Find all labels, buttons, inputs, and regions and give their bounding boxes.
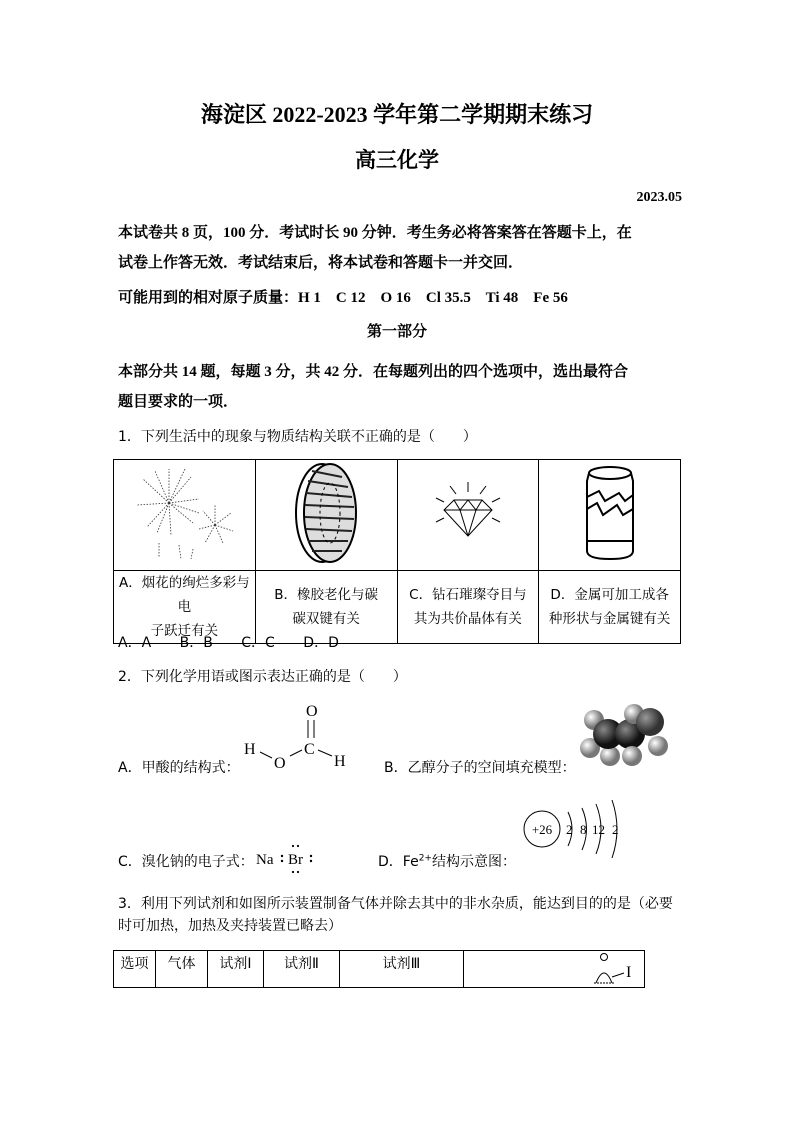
- soda-can-icon: [575, 461, 645, 565]
- question-1-options: [118, 632, 361, 652]
- q2-option-a-text: A．甲酸的结构式：: [118, 760, 240, 776]
- option-c[interactable]: C．C: [241, 635, 275, 651]
- caption-line: 碳双键有关: [292, 611, 360, 627]
- apparatus-cell: [464, 951, 645, 988]
- caption-line: A．烟花的绚烂多彩与电: [119, 575, 250, 615]
- diamond-cell: [397, 460, 539, 571]
- q2-option-b-text: B．乙醇分子的空间填充模型：: [384, 760, 576, 776]
- intro-line-1: 本试卷共 8 页，100 分．考试时长 90 分钟．考生务必将答案答在答题卡上，在: [118, 225, 632, 241]
- formula-atom-c: C: [304, 741, 315, 758]
- fe-ion-structure-diagram: [520, 794, 640, 864]
- header-reagent-1: 试剂Ⅰ: [208, 951, 264, 988]
- caption-line: 其为共价晶体有关: [413, 611, 522, 627]
- tire-icon: [286, 461, 366, 565]
- option-d[interactable]: D．D: [303, 635, 339, 651]
- shell-4: 2: [612, 822, 619, 837]
- intro-line-2: 试卷上作答无效．考试结束后，将本试卷和答题卡一并交回．: [118, 255, 524, 271]
- caption-line: C．钻石璀璨夺目与: [409, 587, 527, 603]
- tire-cell: [255, 460, 397, 571]
- question-1-table: [113, 459, 681, 644]
- question-3-table: [113, 950, 645, 988]
- formic-acid-structure: [236, 698, 356, 778]
- caption-line: D．金属可加工成各: [550, 587, 669, 603]
- option-a[interactable]: A．A: [118, 635, 152, 651]
- soda-can-cell: [539, 460, 681, 571]
- instr-line-1: 本部分共 14 题，每题 3 分，共 42 分．在每题列出的四个选项中，选出最符合: [118, 364, 629, 380]
- q1-caption-c: [397, 571, 539, 644]
- q2-option-d-text: [378, 851, 516, 871]
- exam-intro: [118, 218, 678, 278]
- caption-line: 子跃迁有关: [150, 623, 219, 639]
- question-2-stem: 2．下列化学用语或图示表达正确的是（ ）: [118, 669, 407, 685]
- q2-option-c-text: C．溴化钠的电子式：: [118, 854, 254, 870]
- formula-br: Br: [288, 852, 303, 868]
- caption-line: B．橡胶老化与碳: [274, 587, 378, 603]
- diamond-icon: [428, 478, 508, 548]
- shell-3: 12: [592, 822, 605, 837]
- formula-atom-h-right: H: [334, 753, 346, 770]
- shell-2: 8: [580, 822, 587, 837]
- atomic-masses: 可能用到的相对原子质量：H 1 C 12 O 16 Cl 35.5 Ti 48 Fe 56: [118, 290, 568, 306]
- caption-line: 种形状与金属键有关: [548, 611, 671, 627]
- fireworks-icon: [129, 465, 239, 561]
- apparatus-label: I: [626, 964, 632, 981]
- fireworks-cell: [114, 460, 256, 571]
- part-heading: 第一部分: [366, 324, 427, 340]
- header-reagent-3: 试剂Ⅲ: [340, 951, 464, 988]
- d-prefix: D．Fe: [378, 854, 419, 870]
- question-3-stem: 3．利用下列试剂和如图所示装置制备气体并除去其中的非水杂质，能达到目的的是（必要时可加热，加热及夹持装置已略去）: [118, 896, 673, 934]
- fe-charge: 2+: [418, 853, 432, 864]
- d-suffix: 结构示意图：: [431, 854, 516, 870]
- formula-na: Na: [256, 852, 274, 868]
- page-title: 海淀区 2022-2023 学年第二学期期末练习: [200, 102, 594, 127]
- ethanol-space-filling-model: [574, 700, 674, 776]
- instr-line-2: 题目要求的一项．: [118, 394, 239, 410]
- part-instructions: [118, 357, 678, 417]
- formula-atom-h-left: H: [244, 741, 256, 758]
- page-subtitle: 高三化学: [355, 148, 439, 172]
- header-option: 选项: [114, 951, 156, 988]
- shell-1: 2: [566, 822, 573, 837]
- funnel-apparatus-icon: [590, 951, 670, 985]
- exam-date: 2023.05: [636, 190, 682, 205]
- header-reagent-2: 试剂Ⅱ: [264, 951, 340, 988]
- q1-caption-d: [539, 571, 681, 644]
- question-1-stem: 1．下列生活中的现象与物质结构关联不正确的是（ ）: [118, 429, 477, 445]
- header-gas: 气体: [156, 951, 208, 988]
- formula-atom-o-left: O: [274, 755, 286, 772]
- nucleus-charge: +26: [531, 822, 553, 837]
- formula-atom-o-top: O: [306, 703, 318, 720]
- option-b[interactable]: B．B: [179, 635, 213, 651]
- nabr-electron-formula: [254, 838, 318, 880]
